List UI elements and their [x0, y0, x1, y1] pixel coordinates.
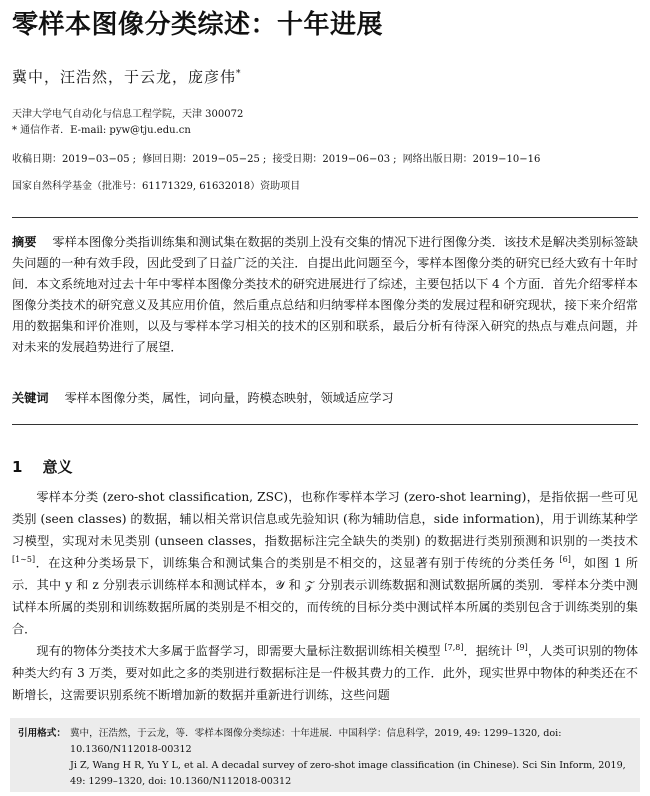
section-title: 意义 — [42, 458, 73, 476]
publication-dates: 收稿日期：2019−03−05 ; 修回日期：2019−05−25 ; 接受日期：2019−06−03 ; 网络出版日期：2019−10−16 — [12, 154, 541, 165]
affiliation: 天津大学电气自动化与信息工程学院，天津 300072 — [12, 109, 244, 120]
citation-label: 引用格式： — [18, 728, 66, 739]
keywords-text: 零样本图像分类，属性，词向量，跨模态映射，领域适应学习 — [64, 391, 394, 405]
citation-en: Ji Z, Wang H R, Yu Y L, et al. A decadal survey of zero-shot image classification (in Chinese). Sci Sin Inform, 2019, 49: 1299–1320, doi: 10.1360/N112018-00312 — [70, 760, 626, 787]
section-heading — [12, 456, 72, 477]
author-names: 冀中，汪浩然，于云龙，庞彦伟 — [12, 68, 237, 86]
received-date: 收稿日期：2019−03−05 — [12, 154, 130, 165]
revised-date: 修回日期：2019−05−25 — [142, 154, 260, 165]
reference-citation[interactable]: [6] — [559, 554, 571, 564]
reference-citation[interactable]: [7,8] — [444, 642, 464, 652]
citation-box — [10, 718, 640, 792]
keywords — [12, 389, 394, 407]
paragraph-text: ．在这种分类场景下，训练集合和测试集合的类别是不相交的，这显著有别于传统的分类任务 — [35, 556, 560, 570]
paper-title: 零样本图像分类综述：十年进展 — [12, 10, 384, 40]
citation-cn-row — [18, 726, 632, 758]
author-list — [12, 66, 242, 87]
online-date: 网络出版日期：2019−10−16 — [402, 154, 541, 165]
funding-note: 国家自然科学基金（批准号：61171329, 61632018）资助项目 — [12, 181, 301, 192]
body-text — [12, 486, 638, 706]
section-number: 1 — [12, 458, 23, 476]
corresponding-mark: * — [236, 69, 242, 79]
abstract — [12, 232, 638, 358]
divider — [12, 217, 638, 218]
corresponding-author: * 通信作者．E-mail: pyw@tju.edu.cn — [12, 125, 191, 136]
reference-citation[interactable]: [1∼5] — [12, 554, 36, 564]
accepted-date: 接受日期：2019−06−03 — [272, 154, 391, 165]
paragraph-text: ，如图 1 所示．其中 y 和 z 分别表示训练样本和测试样本，𝒴 和 𝒵 分别表示训练数据和测试数据所属的类别．零样本分类中测试样本所属的类别和训练数据所属的类别是不相交的，而传统的目标分类中测试样本所属的类别包含于训练类别的集合． — [12, 556, 638, 636]
paragraph-text: 零样本分类 (zero-shot classification, ZSC)，也称作零样本学习 (zero-shot learning)，是指依据一些可见类别 (seen classes) 的数据，辅以相关常识信息或先验知识 (称为辅助信息，side information)，用于训练某种学习模型，实现对未见类别 (unseen classes，指数据标注完全缺失的类别) 的数据进行类别预测和识别的一类技术 — [12, 490, 638, 548]
paragraph — [12, 640, 638, 706]
divider — [12, 424, 638, 425]
paragraph-text: ，人类可识别的物体种类大约有 3 万类，要对如此之多的类别进行数据标注是一件极其费力的工作．此外，现实世界中物体的种类还在不断增长，这需要识别系统不断增加新的数据并重新进行训练，这些问题 — [12, 644, 639, 702]
abstract-text: 零样本图像分类指训练集和测试集在数据的类别上没有交集的情况下进行图像分类．该技术是解决类别标签缺失问题的一种有效手段，因此受到了日益广泛的关注．自提出此问题至今，零样本图像分类的研究已经大致有十年时间．本文系统地对过去十年中零样本图像分类技术的研究进展进行了综述，主要包括以下 4 个方面．首先介绍零样本图像分类技术的研究意义及其应用价值，然后重点总结和归纳零样本图像分类的发展过程和研究现状，接下来介绍常用的数据集和评价准则，以及与零样本学习相关的技术的区别和联系，最后分析有待深入研究的热点与难点问题，并对未来的发展趋势进行了展望． — [12, 235, 639, 354]
paragraph-text: ．据统计 — [463, 644, 517, 658]
reference-citation[interactable]: [9] — [516, 642, 528, 652]
citation-cn: 冀中，汪浩然，于云龙，等．零样本图像分类综述：十年进展．中国科学：信息科学，2019, 49: 1299–1320, doi: 10.1360/N112018-00312 — [69, 728, 562, 755]
abstract-heading: 摘要 — [12, 235, 37, 249]
paragraph — [12, 486, 638, 640]
keywords-heading: 关键词 — [12, 391, 49, 405]
paragraph-text: 现有的物体分类技术大多属于监督学习，即需要大量标注数据训练相关模型 — [36, 644, 445, 658]
